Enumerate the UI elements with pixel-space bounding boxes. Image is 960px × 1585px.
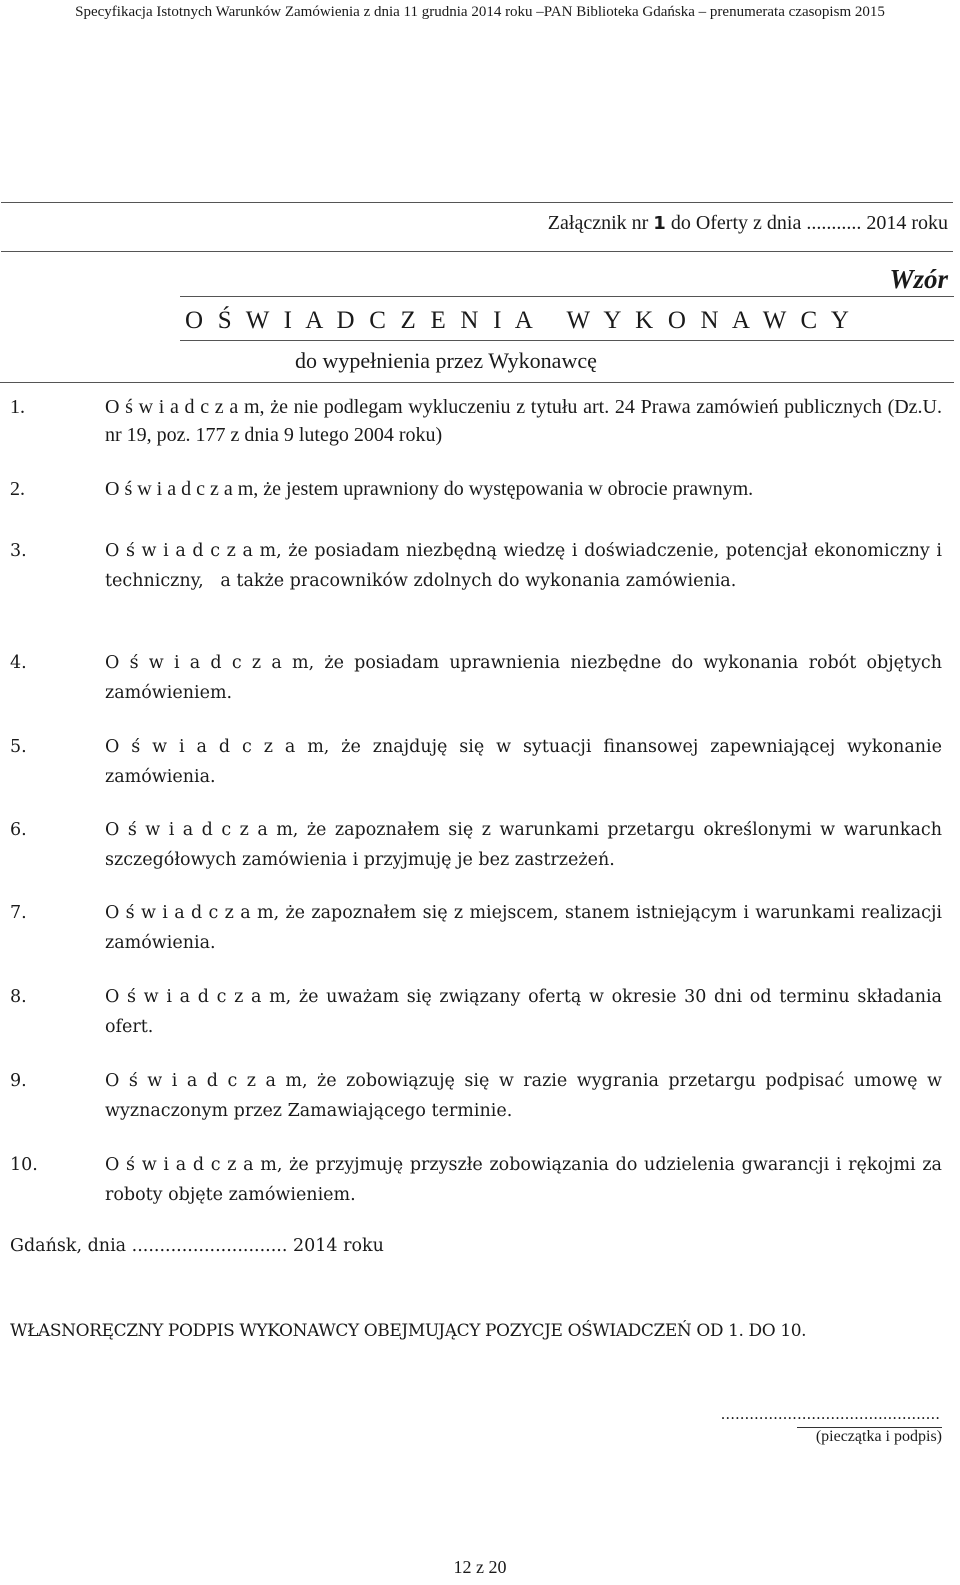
statement-number: 7. [10,903,27,923]
statement-number: 2. [10,478,25,500]
statement-item [10,475,942,503]
document-title: O Ś W I A D C Z E N I A W Y K O N A W C Y [185,307,854,334]
statement-item [10,393,942,449]
statement-item [10,982,942,1042]
statement-text: O ś w i a d c z a m, że znajduję się w sytuacji finansowej zapewniającej wykonanie zamówienia. [105,737,942,787]
place-date-line: Gdańsk, dnia ............................ 2014 roku [10,1236,384,1256]
statement-item [10,1150,942,1210]
statement-number: 9. [10,1071,27,1091]
statement-number: 6. [10,820,27,840]
divider [180,296,954,297]
annex-suffix: do Oferty z dnia ........... 2014 roku [665,212,948,234]
statement-text: O ś w i a d c z a m, że posiadam uprawnienia niezbędne do wykonania robót objętych zamówieniem. [105,653,942,703]
page-header: Specyfikacja Istotnych Warunków Zamówienia z dnia 11 grudnia 2014 roku –PAN Biblioteka Gdańska – prenumerata czasopism 2015 [75,4,885,20]
statement-item [10,898,942,958]
statement-item [10,1066,942,1126]
statement-text: O ś w i a d c z a m, że nie podlegam wykluczeniu z tytułu art. 24 Prawa zamówień publicznych (Dz.U. nr 19, poz. 177 z dnia 9 lutego 2004 roku) [105,396,942,446]
annex-number: 1 [653,213,666,234]
statement-text: O ś w i a d c z a m, że posiadam niezbędną wiedzę i doświadczenie, potencjał ekonomiczny i techniczny, a także pracowników zdolnych do wykonania zamówienia. [105,541,948,591]
statement-item [10,815,942,875]
statement-number: 3. [10,541,27,561]
statement-number: 8. [10,987,27,1007]
statement-text: O ś w i a d c z a m, że zobowiązuję się w razie wygrania przetargu podpisać umowę w wyznaczonym przez Zamawiającego terminie. [105,1071,942,1121]
page-number: 12 z 20 [453,1557,507,1577]
signature-caption: WŁASNORĘCZNY PODPIS WYKONAWCY OBEJMUJĄCY POZYCJE OŚWIADCZEŃ OD 1. DO 10. [10,1321,807,1341]
statement-number: 10. [10,1155,38,1175]
statement-number: 5. [10,737,27,757]
signature-dots: .............................................. [720,1405,940,1423]
annex-line [548,211,948,236]
statement-item [10,536,948,596]
statement-text: O ś w i a d c z a m, że przyjmuję przyszłe zobowiązania do udzielenia gwarancji i rękojmi za roboty objęte zamówieniem. [105,1155,942,1205]
statement-text: O ś w i a d c z a m, że jestem uprawniony do występowania w obrocie prawnym. [105,478,754,500]
document-subtitle: do wypełnienia przez Wykonawcę [295,348,597,373]
statement-item [10,732,942,792]
template-label: Wzór [889,264,948,294]
statement-text: O ś w i a d c z a m, że zapoznałem się z warunkami przetargu określonymi w warunkach szczegółowych zamówienia i przyjmuję je bez zastrzeżeń. [105,820,942,870]
stamp-label: (pieczątka i podpis) [815,1428,942,1445]
divider [180,340,954,341]
statement-number: 1. [10,396,25,418]
annex-prefix: Załącznik nr [547,212,654,234]
statement-item [10,648,942,708]
statement-text: O ś w i a d c z a m, że zapoznałem się z miejscem, stanem istniejącym i warunkami realizacji zamówienia. [105,903,942,953]
divider [0,382,954,383]
statement-text: O ś w i a d c z a m, że uważam się związany ofertą w okresie 30 dni od terminu składania ofert. [105,987,942,1037]
statement-number: 4. [10,653,27,673]
